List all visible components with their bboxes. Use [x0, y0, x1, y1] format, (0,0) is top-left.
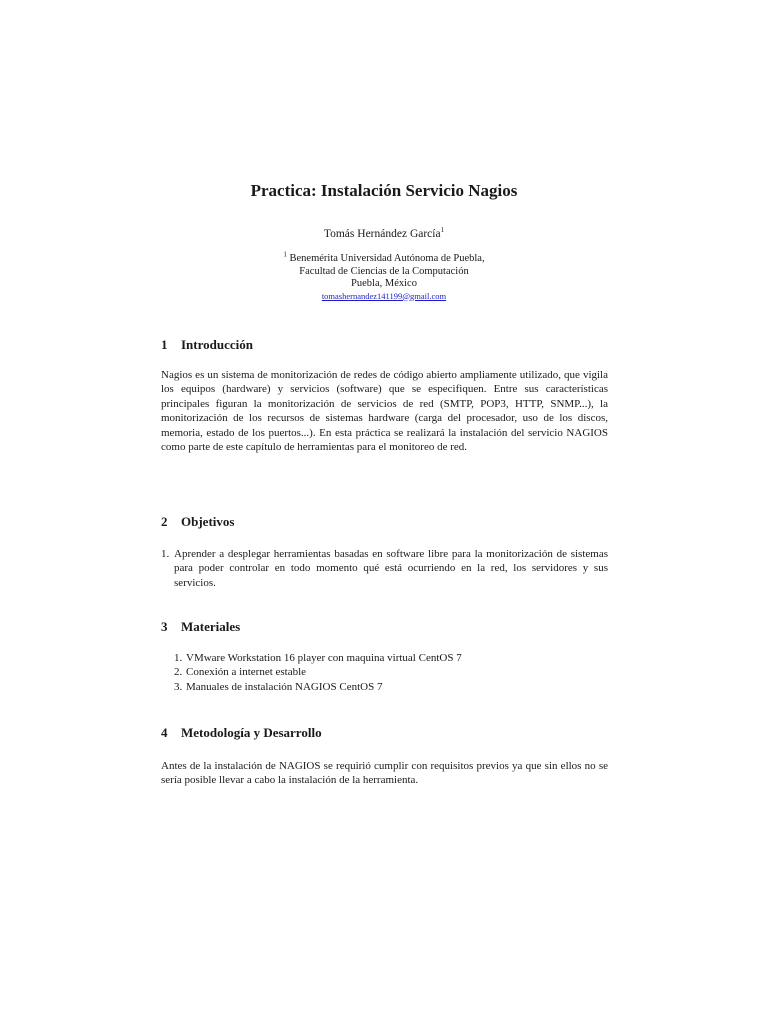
author-email-link[interactable]: tomashernandez141199@gmail.com — [321, 290, 447, 301]
affiliation-mark: 1 — [283, 250, 287, 259]
materials-list — [161, 651, 608, 694]
methodology-body — [161, 759, 608, 788]
paper-title: Practica: Instalación Servicio Nagios — [250, 181, 518, 200]
introduction-body — [161, 368, 608, 454]
affiliation-line: Puebla, México — [351, 278, 417, 289]
list-marker: 3. — [174, 680, 183, 693]
section-title: Materiales — [181, 619, 241, 634]
section-title: Metodología y Desarrollo — [181, 725, 322, 740]
list-item-text: Aprender a desplegar herramientas basadas en software libre para la monitorización de sistemas para poder controlar en todo momento qué está ocurriendo en la red, los servidores y sus servicios. — [174, 548, 608, 589]
affiliation-block — [0, 250, 768, 302]
section-methodology — [161, 725, 608, 741]
materials-list-block — [161, 651, 608, 694]
affiliation-line: Facultad de Ciencias de la Computación — [299, 265, 469, 277]
introduction-paragraph: Nagios es un sistema de monitorización de redes de código abierto ampliamente utilizado, que vigila los equipos (hardware) y servicios (software) que se especifiquen. Entre sus características principales figuran la monitorización de servicios de red (SMTP, POP3, HTTP, SNMP...), la monitorización de los recursos de sistemas hardware (carga del procesador, uso de los discos, memoria, estado de los puertos...). En esta práctica se realizará la instalación del servicio NAGIOS como parte de este capítulo de herramientas para el monitoreo de red. — [161, 369, 608, 454]
list-item — [161, 680, 608, 694]
list-marker: 1. — [161, 548, 170, 560]
list-marker: 1. — [174, 652, 183, 664]
list-item-text: Conexión a internet estable — [186, 666, 307, 679]
section-title: Introducción — [181, 337, 253, 352]
methodology-paragraph: Antes de la instalación de NAGIOS se requirió cumplir con requisitos previos ya que sin ellos no se sería posible llevar a cabo la instalación de la herramienta. — [161, 760, 608, 787]
list-item-text: VMware Workstation 16 player con maquina virtual CentOS 7 — [186, 652, 462, 664]
section-number: 3 — [161, 619, 168, 634]
affiliation-line: $^1$ Benemérita Universidad Autónoma de Puebla, — [283, 250, 485, 264]
list-item — [161, 651, 608, 665]
section-number: 1 — [161, 337, 168, 352]
author-name: Tomás Hernández García — [323, 228, 441, 240]
section-title: Objetivos — [181, 514, 235, 529]
list-item — [161, 547, 608, 590]
section-materials — [161, 619, 608, 635]
section-number: 4 — [161, 725, 168, 740]
section-number: 2 — [161, 514, 168, 529]
objectives-list-block — [161, 547, 608, 590]
list-item — [161, 665, 608, 679]
list-marker: 2. — [174, 666, 183, 679]
objectives-list — [161, 547, 608, 590]
section-heading — [161, 725, 608, 741]
section-heading — [161, 514, 608, 530]
section-heading — [161, 619, 608, 635]
section-objectives — [161, 514, 608, 530]
list-item-text: Manuales de instalación NAGIOS CentOS 7 — [186, 680, 383, 693]
section-heading — [161, 337, 608, 353]
section-introduction — [161, 337, 608, 353]
author-line — [0, 227, 768, 241]
author-affiliation-mark: 1 — [440, 226, 445, 235]
